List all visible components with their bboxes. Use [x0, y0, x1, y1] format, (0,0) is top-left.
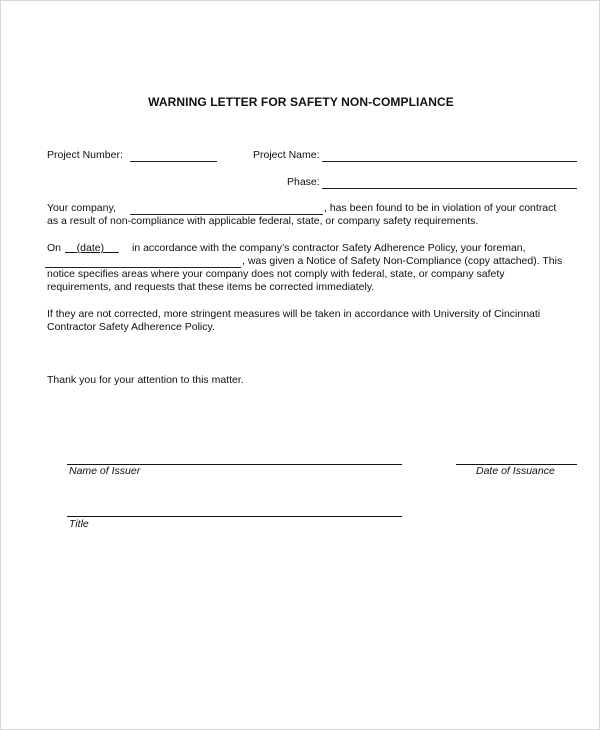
paragraph1-line1-start: Your company,: [47, 202, 116, 214]
project-name-label: Project Name:: [253, 149, 320, 161]
paragraph2-line4: requirements, and requests that these items be corrected immediately.: [47, 281, 375, 293]
paragraph2-line1-end: in accordance with the company’s contractor Safety Adherence Policy, your foreman,: [132, 242, 526, 254]
paragraph1-line1-end: , has been found to be in violation of your contract: [324, 202, 557, 214]
title-signature-line[interactable]: [67, 516, 402, 517]
paragraph2-on: On: [47, 242, 62, 254]
name-of-issuer-label: Name of Issuer: [69, 465, 141, 477]
paragraph3-line1: If they are not corrected, more stringent measures will be taken in accordance with University of Cincinnati: [47, 308, 541, 320]
project-number-label: Project Number:: [47, 149, 123, 161]
paragraph3-line2: Contractor Safety Adherence Policy.: [47, 321, 215, 333]
paragraph2-line3: notice specifies areas where your company does not comply with federal, state, or company safety: [47, 268, 505, 280]
project-name-field[interactable]: [322, 161, 577, 162]
closing-text: Thank you for your attention to this matter.: [47, 374, 244, 386]
project-number-field[interactable]: [130, 161, 217, 162]
date-of-issuance-label: Date of Issuance: [476, 465, 555, 477]
phase-field[interactable]: [322, 188, 577, 189]
paragraph1-line2: as a result of non-compliance with applicable federal, state, or company safety requirements.: [47, 215, 479, 227]
document-title: WARNING LETTER FOR SAFETY NON-COMPLIANCE: [148, 95, 454, 109]
date-placeholder: (date): [76, 242, 105, 254]
phase-label: Phase:: [287, 176, 320, 188]
date-field[interactable]: [65, 242, 119, 255]
title-label: Title: [69, 518, 89, 530]
paragraph2-line2-end: , was given a Notice of Safety Non-Compliance (copy attached). This: [242, 255, 563, 267]
